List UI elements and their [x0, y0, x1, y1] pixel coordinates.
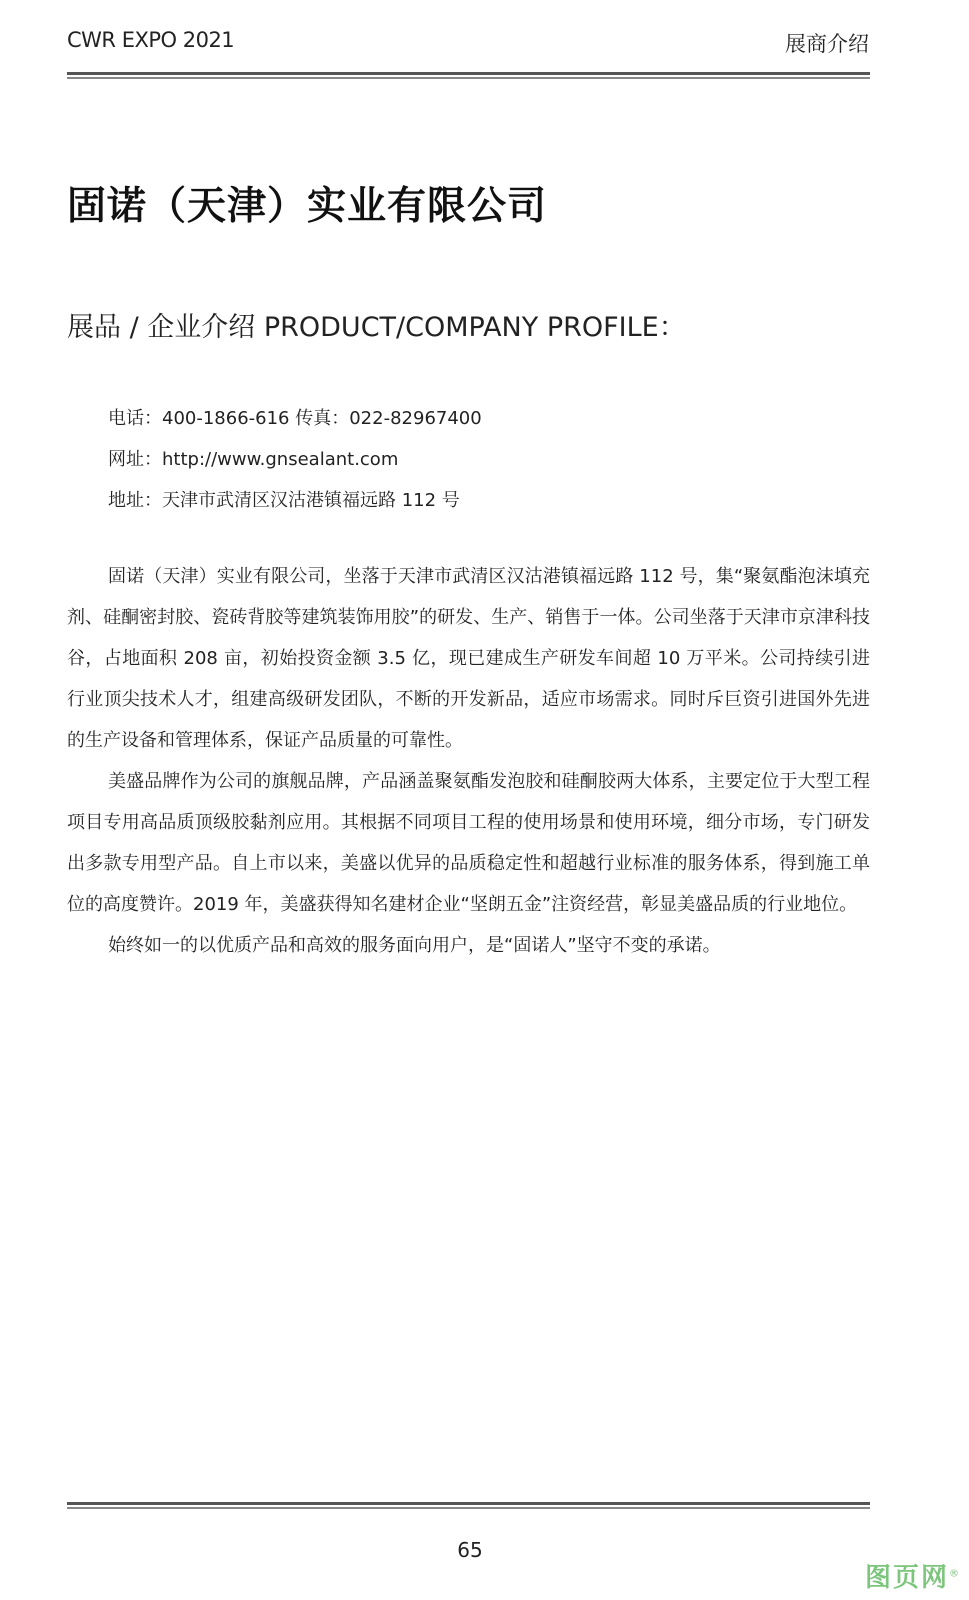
watermark-text: 图页网 [864, 1563, 949, 1593]
page-number: 65 [457, 1538, 483, 1562]
header-left-title: CWR EXPO 2021 [67, 28, 235, 52]
header-divider [67, 72, 870, 79]
page-title: 固诺（天津）实业有限公司 [67, 184, 548, 229]
paragraph: 美盛品牌作为公司的旗舰品牌，产品涵盖聚氨酯发泡胶和硅酮胶两大体系，主要定位于大型工程项目专用高品质顶级胶黏剂应用。其根据不同项目工程的使用场景和使用环境，细分市场，专门研发出多款专用型产品。自上市以来，美盛以优异的品质稳定性和超越行业标准的服务体系，得到施工单位的高度赞许。2019 年，美盛获得知名建材企业“坚朗五金”注资经营，彰显美盛品质的行业地位。 [67, 771, 870, 915]
contact-phone: 电话：400-1866-616 传真：022-82967400 [108, 408, 482, 429]
registered-mark: ® [949, 1568, 961, 1580]
contact-website: 网址：http://www.gnsealant.com [108, 449, 399, 470]
paragraph: 始终如一的以优质产品和高效的服务面向用户，是“固诺人”坚守不变的承诺。 [108, 935, 721, 956]
watermark-logo [865, 1557, 961, 1594]
section-subtitle: 展品 / 企业介绍 PRODUCT/COMPANY PROFILE： [67, 312, 686, 343]
company-description [67, 556, 870, 966]
contact-block [108, 398, 482, 521]
contact-address: 地址：天津市武清区汉沽港镇福远路 112 号 [108, 490, 460, 511]
footer-divider [67, 1502, 870, 1509]
header-section-label: 展商介绍 [785, 32, 869, 56]
paragraph: 固诺（天津）实业有限公司，坐落于天津市武清区汉沽港镇福远路 112 号，集“聚氨酯泡沫填充剂、硅酮密封胶、瓷砖背胶等建筑装饰用胶”的研发、生产、销售于一体。公司坐落于天津市京津科技谷，占地面积 208 亩，初始投资金额 3.5 亿，现已建成生产研发车间超 10 万平米。公司持续引进行业顶尖技术人才，组建高级研发团队，不断的开发新品，适应市场需求。同时斥巨资引进国外先进的生产设备和管理体系，保证产品质量的可靠性。 [67, 566, 870, 751]
